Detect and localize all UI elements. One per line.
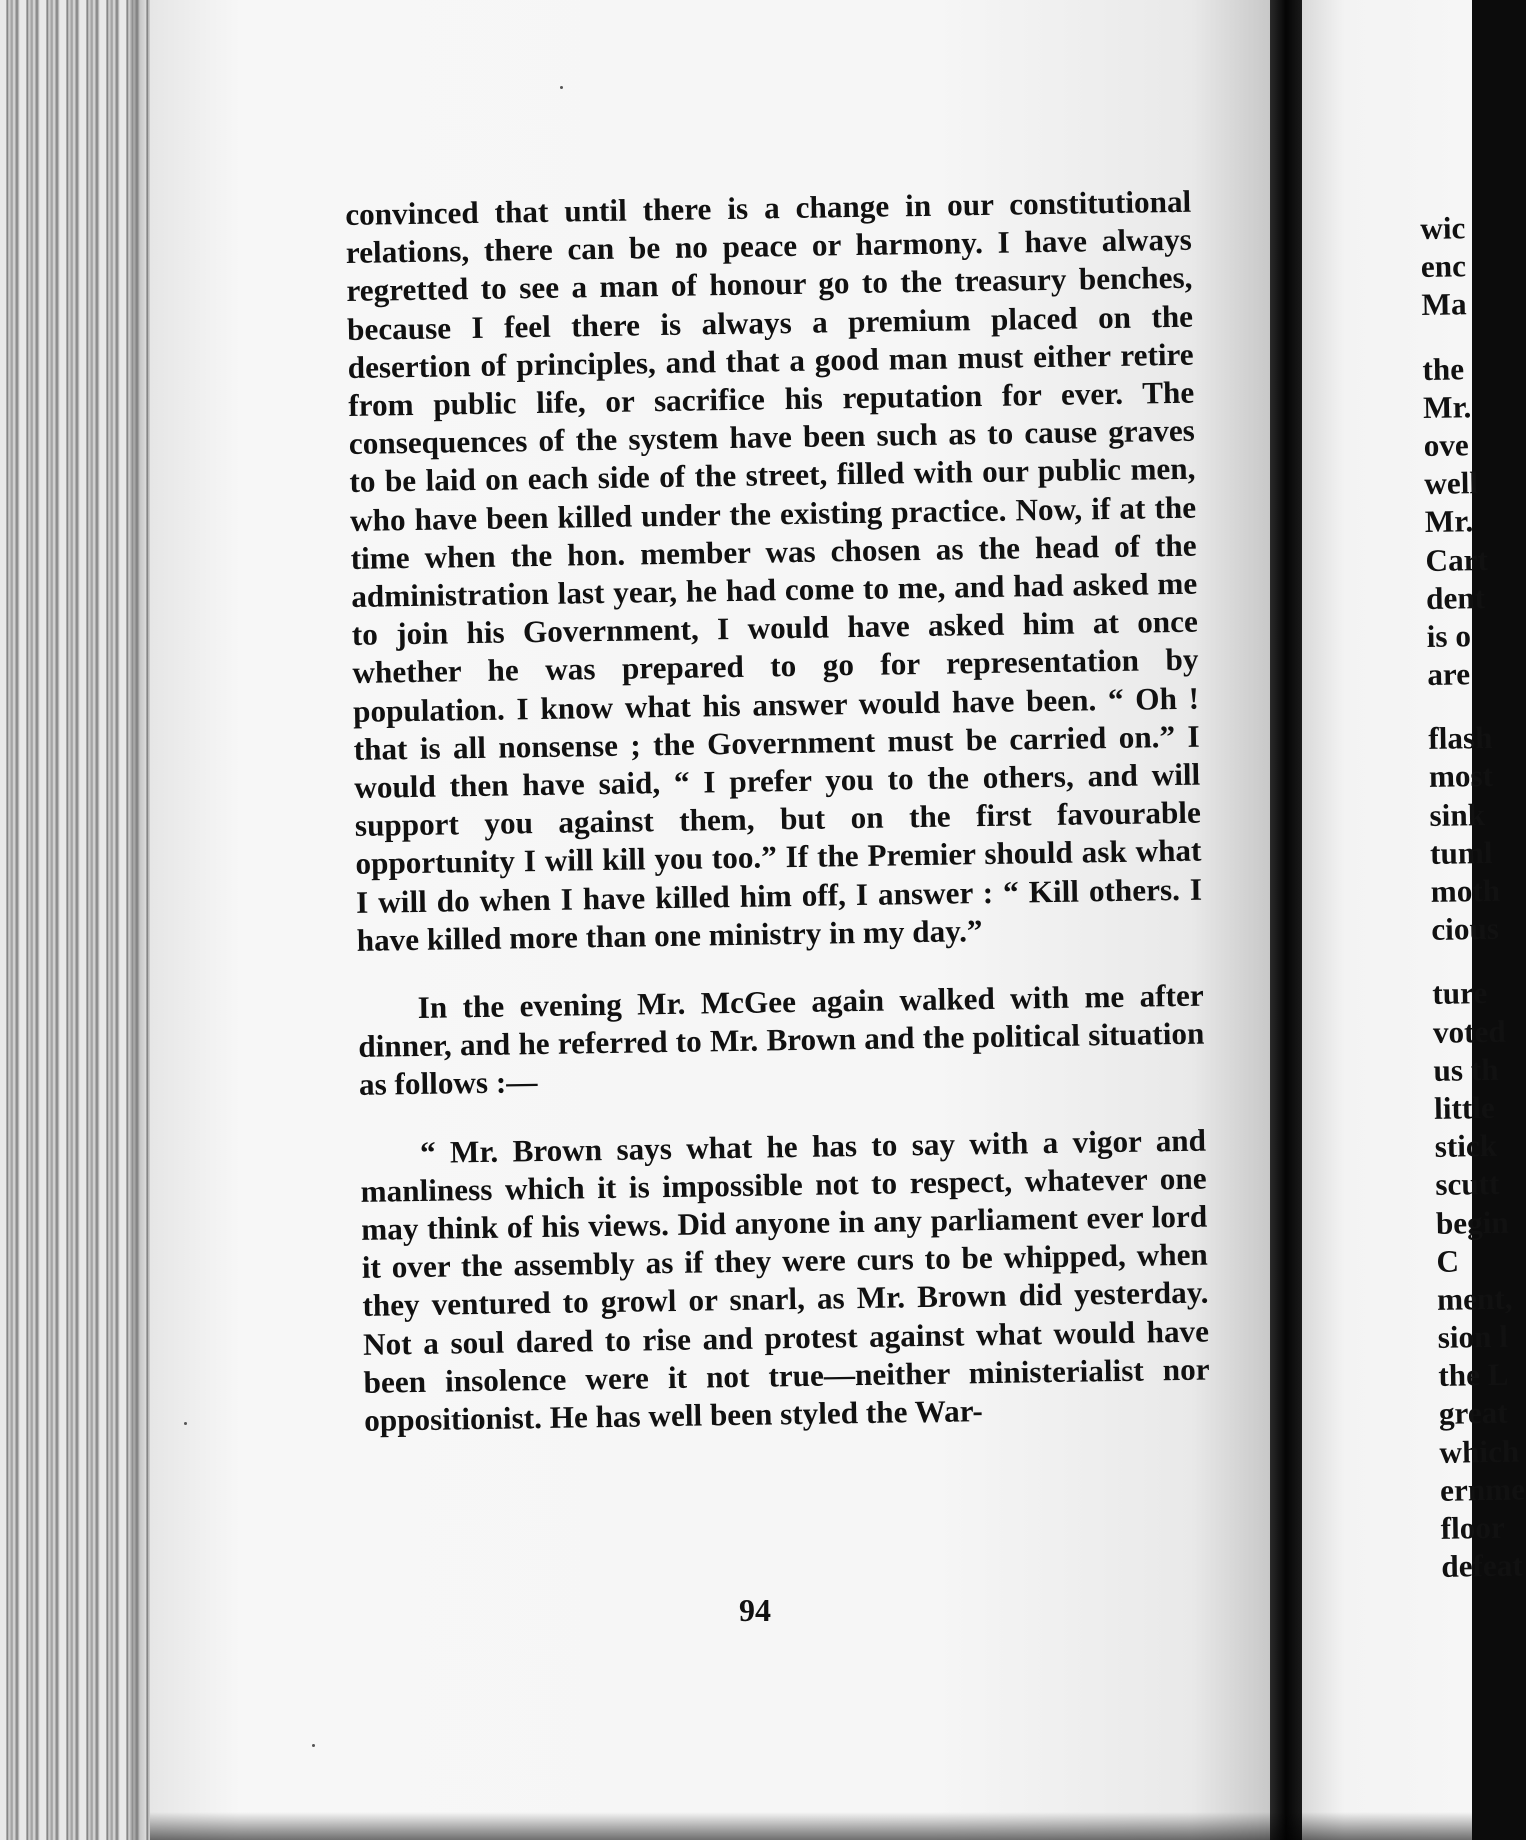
dust-speck	[560, 86, 563, 89]
fragment-line: little	[1433, 1089, 1495, 1126]
fragment-line: is o	[1426, 618, 1472, 654]
right-page	[1302, 0, 1526, 1840]
dust-speck	[184, 1422, 187, 1425]
paragraph-3: “ Mr. Brown says what he has to say with a vigor and manliness which it is impossible not to respect, whatever one may think of his views. Did anyone in any parliament ever lord it over the assembly as if they were curs to be whipped, when they ventured to growl or snarl, as Mr. Brown did yesterday. Not a soul dared to rise and protest against what would have been insolence were it not true—neither ministerialist nor oppositionist. He has well been styled the War-	[360, 1122, 1210, 1438]
paragraph-1: convinced that until there is a change in our constitutional relations, there can be no peace or harmony. I have always regretted to see a man of honour go to the treasury benches, because I feel there is always a premium placed on the desertion of principles, and that a good man must either retire from public life, or sacrifice his reputation for ever. The consequences of the system have been such as to cause graves to be laid on each side of the street, filled with our public men, who have been killed under the existing practice. Now, if at the time when the hon. member was chosen as the head of the administration last year, he had come to me, and had asked me to join his Government, I would have asked him at once whether he was prepared to go for representation by population. I know what his answer would have been. “ Oh ! that is all nonsense ; the Government must be carried on.” I would then have said, “ I prefer you to the others, and will support you against them, but on the first favourable opportunity I will kill you too.” If the Premier should ask what I will do when I have killed him off, I answer : “ Kill others. I have killed more than one ministry in my day.”	[345, 183, 1203, 958]
fragment-line: ernme	[1439, 1471, 1526, 1508]
fragment-line: enc	[1420, 248, 1467, 285]
fragment-line: tuml	[1429, 834, 1493, 871]
page-number: 94	[739, 1592, 771, 1628]
fragment-line: sink	[1429, 796, 1486, 833]
fragment-line: us th	[1433, 1051, 1499, 1088]
fragment-line: begin	[1435, 1204, 1509, 1241]
fragment-line: ove	[1423, 427, 1469, 463]
fragment-line: the	[1422, 350, 1465, 387]
fragment-line: the L	[1438, 1357, 1509, 1394]
fragment-line: Mr.	[1424, 503, 1474, 540]
fragment-line: are	[1427, 656, 1471, 693]
body-text	[345, 183, 1210, 1440]
fragment-line: ment,	[1436, 1280, 1513, 1317]
fragment-line: which	[1439, 1433, 1520, 1470]
left-page	[150, 0, 1270, 1840]
fragment-line: floor	[1440, 1509, 1506, 1546]
fragment-line: Ma	[1421, 286, 1467, 323]
fragment-line: C	[1436, 1243, 1460, 1279]
fragment-line: cious	[1431, 911, 1500, 948]
fragment-line: most	[1428, 758, 1494, 795]
scan-shadow	[150, 1812, 1472, 1840]
fragment-line: stick	[1434, 1128, 1498, 1165]
facing-page-text	[1420, 209, 1526, 1587]
fragment-line: defeat	[1441, 1547, 1523, 1585]
fragment-line: Mr.	[1422, 388, 1472, 425]
fragment-line: Cart	[1425, 541, 1489, 578]
fragment-line: sion l	[1437, 1318, 1509, 1355]
fragment-line: ture	[1432, 975, 1488, 1012]
dust-speck	[312, 1744, 315, 1747]
fragment-line: voted	[1432, 1013, 1506, 1050]
page-edges	[0, 0, 150, 1840]
fragment-line: moth	[1430, 872, 1501, 909]
fragment-line: dent	[1425, 579, 1486, 616]
paragraph-2: In the evening Mr. McGee again walked with me after dinner, and he referred to Mr. Brown and the political situation as follows :—	[358, 977, 1205, 1103]
book-gutter	[1270, 0, 1302, 1840]
fragment-line: great	[1438, 1395, 1508, 1432]
fragment-line: flash	[1428, 720, 1493, 757]
fragment-line: well	[1424, 465, 1479, 502]
fragment-line: scutt	[1435, 1166, 1500, 1203]
fragment-line: wic	[1420, 210, 1466, 246]
